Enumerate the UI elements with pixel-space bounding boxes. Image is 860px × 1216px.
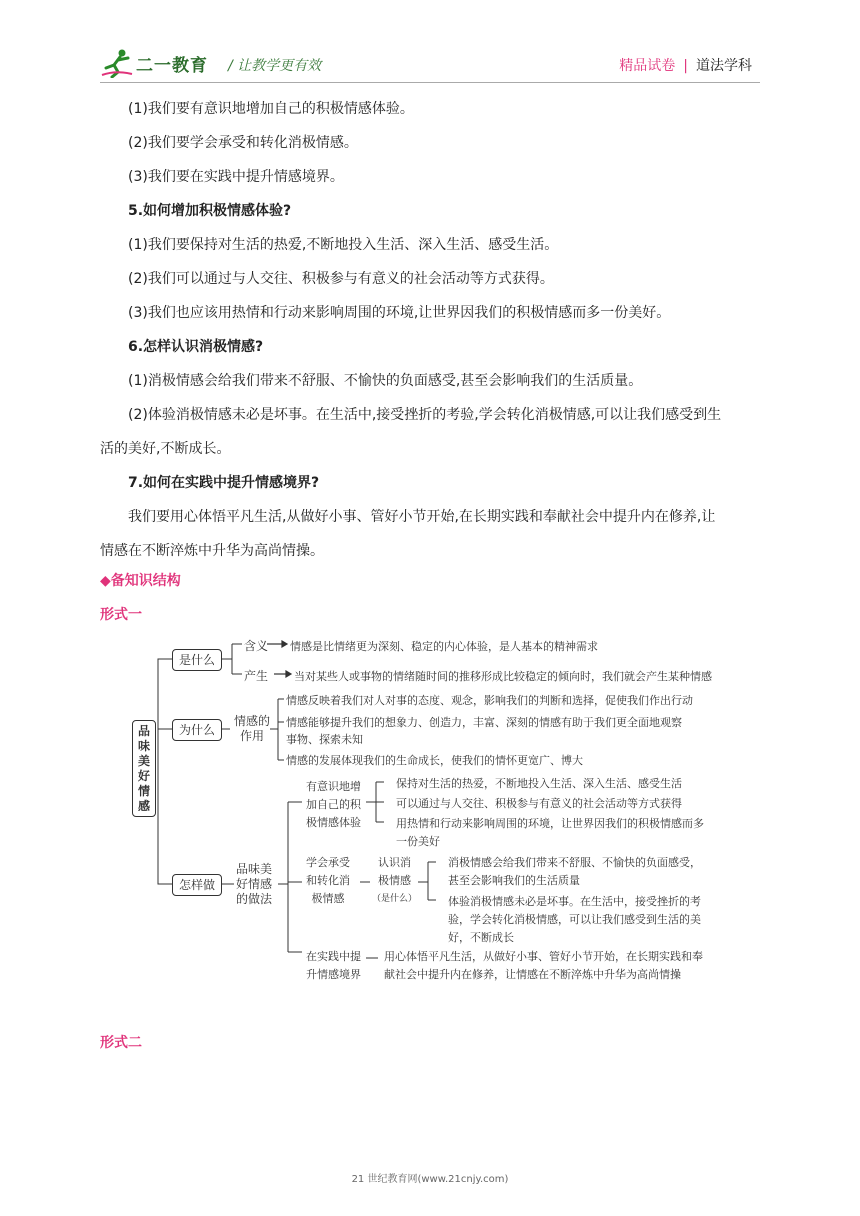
role-label-line: 作用	[240, 729, 265, 743]
negative-item-continued: 甚至会影响我们的生活质量	[448, 874, 580, 887]
positive-label-line: 有意识地增	[306, 780, 361, 793]
paragraph: (3)我们要在实践中提升情感境界。	[128, 169, 344, 185]
paragraph: (1)我们要保持对生活的热爱,不断地投入生活、深入生活、感受生活。	[128, 237, 559, 253]
role-item: 情感能够提升我们的想象力、创造力，丰富、深刻的情感有助于我们更全面地观察	[286, 716, 682, 729]
question-heading: 5.如何增加积极情感体验?	[128, 203, 292, 219]
header-right	[619, 55, 752, 75]
practice-label-line: 在实践中提	[306, 950, 361, 963]
header-divider	[100, 82, 760, 83]
negative-label-line: 极情感	[311, 892, 345, 905]
role-item: 情感的发展体现我们的生命成长，使我们的情怀更宽广、博大	[286, 754, 583, 767]
node-what: 是什么	[172, 649, 222, 671]
paragraph: (2)体验消极情感未必是坏事。在生活中,接受挫折的考验,学会转化消极情感,可以让我们感受到生	[128, 407, 722, 423]
know-negative-line: 极情感	[378, 874, 411, 887]
negative-item: 体验消极情感未必是坏事。在生活中，接受挫折的考	[448, 895, 701, 908]
body-text	[100, 92, 770, 568]
section-form1-heading: 形式一	[100, 607, 142, 623]
logo	[100, 48, 208, 78]
page-footer: 21 世纪教育网(www.21cnjy.com)	[351, 1174, 509, 1185]
know-negative-line: 认识消	[378, 856, 411, 869]
header-separator: |	[683, 58, 688, 74]
practice-item-continued: 献社会中提升内在修养，让情感在不断淬炼中升华为高尚情操	[384, 968, 681, 981]
positive-item: 保持对生活的热爱，不断地投入生活、深入生活、感受生活	[396, 777, 682, 790]
know-negative-line: （是什么）	[372, 894, 418, 904]
positive-item: 可以通过与人交往、积极参与有意义的社会活动等方式获得	[396, 797, 682, 810]
practice-item: 用心体悟平凡生活，从做好小事、管好小节开始，在长期实践和奉	[384, 950, 703, 963]
paragraph: (2)我们可以通过与人交往、积极参与有意义的社会活动等方式获得。	[128, 271, 554, 287]
practice-label	[306, 948, 361, 984]
practice-label-line: 升情感境界	[306, 968, 361, 981]
paragraph-continuation: 情感在不断淬炼中升华为高尚情操。	[100, 543, 324, 559]
meaning-label: 含义	[244, 639, 269, 653]
role-label-line: 情感的	[234, 714, 271, 728]
negative-item: 消极情感会给我们带来不舒服、不愉快的负面感受，	[448, 856, 701, 869]
meaning-text: 情感是比情绪更为深刻、稳定的内心体验，是人基本的精神需求	[290, 640, 598, 653]
positive-label-line: 极情感体验	[306, 816, 361, 829]
logo-text: 二一教育	[136, 55, 208, 76]
origin-text: 当对某些人或事物的情绪随时间的推移形成比较稳定的倾向时，我们就会产生某种情感	[294, 670, 712, 683]
role-item-continued: 事物、探索未知	[286, 733, 363, 746]
page-header	[100, 48, 760, 84]
paragraph: (1)我们要有意识地增加自己的积极情感体验。	[128, 101, 414, 117]
paragraph: (2)我们要学会承受和转化消极情感。	[128, 135, 358, 151]
positive-item-continued: 一份美好	[396, 835, 440, 848]
method-label	[236, 862, 272, 907]
node-how: 怎样做	[172, 874, 222, 896]
positive-item: 用热情和行动来影响周围的环境，让世界因我们的积极情感而多	[396, 817, 704, 830]
role-label	[234, 714, 270, 744]
header-tag: 精品试卷	[619, 58, 676, 74]
slogan: / 让教学更有效	[228, 58, 322, 74]
question-heading: 7.如何在实践中提升情感境界?	[128, 475, 320, 491]
method-label-line: 好情感	[236, 877, 273, 891]
origin-label: 产生	[244, 669, 269, 683]
positive-label	[306, 778, 361, 832]
negative-label-line: 和转化消	[306, 874, 350, 887]
know-negative-label	[372, 854, 417, 908]
negative-label-line: 学会承受	[306, 856, 350, 869]
paragraph-continuation: 活的美好,不断成长。	[100, 441, 231, 457]
negative-item-continued: 好，不断成长	[448, 931, 514, 944]
question-heading: 6.怎样认识消极情感?	[128, 339, 264, 355]
node-why: 为什么	[172, 719, 222, 741]
section-structure-heading: ◆备知识结构	[100, 573, 181, 589]
root-label: 品味美好情感	[137, 724, 150, 813]
method-label-line: 品味美	[236, 862, 273, 876]
section-form2-heading: 形式二	[100, 1035, 142, 1051]
mind-map-diagram	[130, 632, 730, 987]
paragraph: 我们要用心体悟平凡生活,从做好小事、管好小节开始,在长期实践和奉献社会中提升内在修养,让	[128, 509, 716, 525]
paragraph: (1)消极情感会给我们带来不舒服、不愉快的负面感受,甚至会影响我们的生活质量。	[128, 373, 643, 389]
root-node	[132, 720, 156, 817]
method-label-line: 的做法	[236, 892, 273, 906]
positive-label-line: 加自己的积	[306, 798, 361, 811]
runner-logo-icon	[100, 48, 134, 78]
paragraph: (3)我们也应该用热情和行动来影响周围的环境,让世界因我们的积极情感而多一份美好。	[128, 305, 671, 321]
header-subject: 道法学科	[696, 58, 752, 74]
role-item: 情感反映着我们对人对事的态度、观念，影响我们的判断和选择，促使我们作出行动	[286, 694, 693, 707]
negative-item-continued: 验，学会转化消极情感，可以让我们感受到生活的美	[448, 913, 701, 926]
negative-label	[306, 854, 350, 908]
